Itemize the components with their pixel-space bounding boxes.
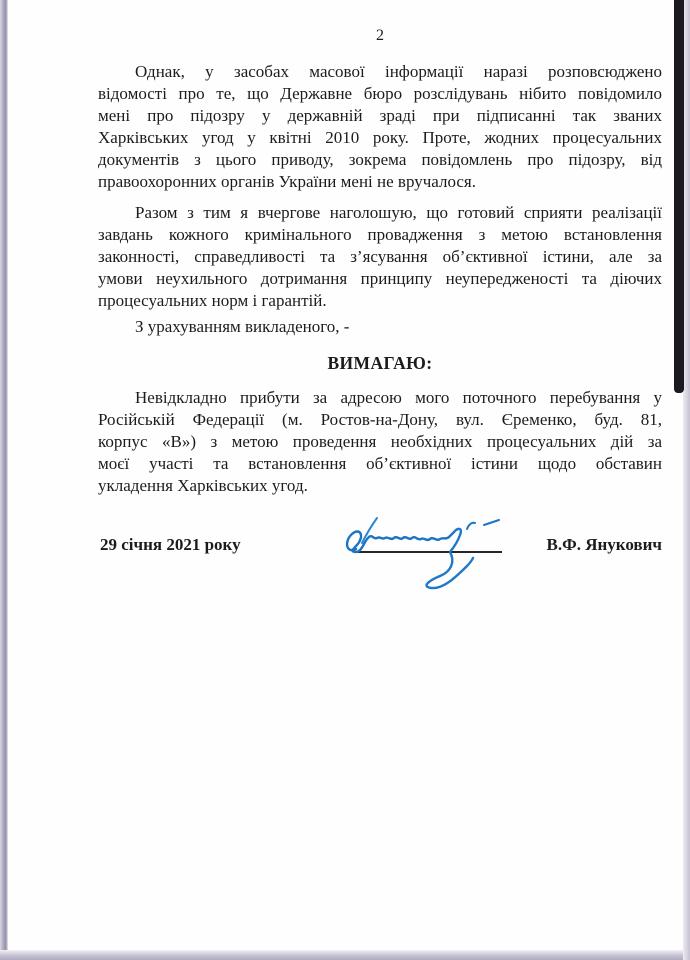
paragraph-line: відомості про те, що Державне бюро розслідувань нібито повідомило <box>98 84 662 103</box>
paragraph-demand <box>98 387 662 497</box>
page-edge-bottom <box>0 950 690 960</box>
paragraph-line: укладення Харківських угод. <box>98 476 308 495</box>
demand-heading: ВИМАГАЮ: <box>327 353 433 373</box>
paragraph-line: Однак, у засобах масової інформації наразі розповсюджено <box>135 62 662 81</box>
paragraph-line: Невідкладно прибути за адресою мого поточного перебування у <box>135 388 662 407</box>
paragraph-line: моєї участі та встановлення об’єктивної істини щодо обставин <box>98 454 662 473</box>
letter-body <box>98 0 662 611</box>
paragraph-line: процесуальних норм і гарантій. <box>98 291 327 310</box>
paragraph-line: умови неухильного дотримання принципу неупередженості та діючих <box>98 269 662 288</box>
paragraph-line: Разом з тим я вчергове наголошую, що готовий сприяти реалізації <box>135 203 662 222</box>
signatory-name: В.Ф. Янукович <box>546 535 662 554</box>
paragraph-line: корпус «В») з метою проведення необхідних процесуальних дій за <box>98 432 662 451</box>
paragraph-line: завдань кожного кримінального провадження з метою встановлення <box>98 225 662 244</box>
date-label: 29 січня 2021 року <box>100 535 241 554</box>
paragraph-line: Харківських угод у квітні 2010 року. Проте, жодних процесуальних <box>98 128 662 147</box>
signature-block <box>98 511 662 611</box>
closing-line: З урахуванням викладеного, - <box>135 317 350 336</box>
handwritten-signature-icon <box>336 503 516 598</box>
scan-artifact-strip <box>674 0 684 393</box>
page-edge-right <box>683 0 690 960</box>
paragraph-line: правоохоронних органів України мені не вручалося. <box>98 172 476 191</box>
paragraph-media-reports <box>98 61 662 193</box>
paragraph-line: Російській Федерації (м. Ростов-на-Дону, вул. Єременко, буд. 81, <box>98 410 662 429</box>
paragraph-line: мені про підозру у державній зраді при підписанні так званих <box>98 106 662 125</box>
page-edge-left <box>0 0 8 960</box>
paragraph-line: законності, справедливості та з’ясування об’єктивної істини, але за <box>98 247 662 266</box>
paragraph-line: документів з цього приводу, зокрема повідомлень про підозру, від <box>98 150 662 169</box>
page-number: 2 <box>376 27 384 44</box>
paragraph-readiness <box>98 202 662 312</box>
